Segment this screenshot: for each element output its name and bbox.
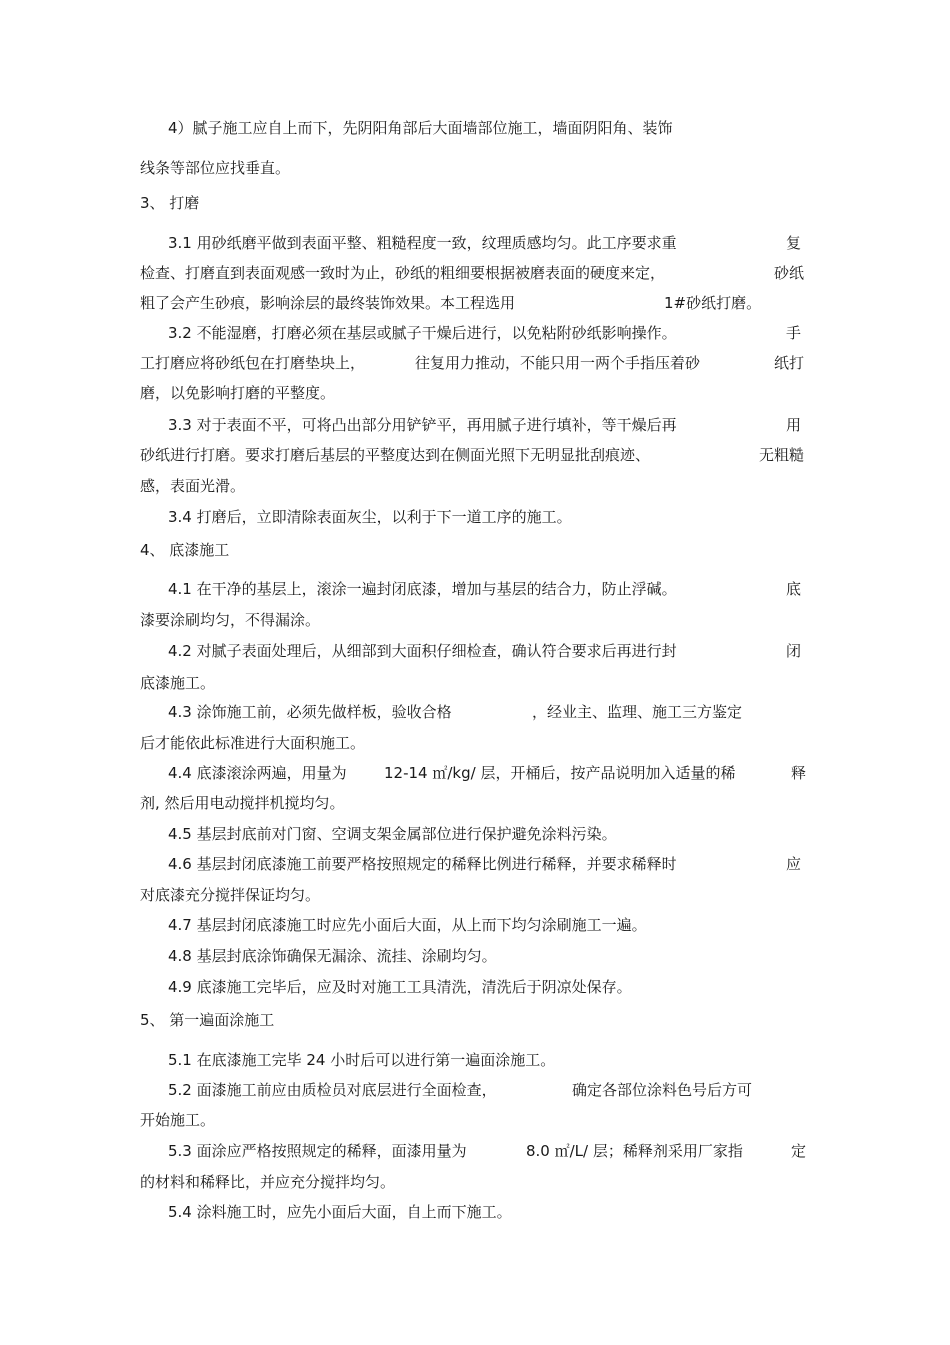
paragraph-4-4-line2: 剂, 然后用电动搅拌机搅均匀。 — [140, 794, 345, 812]
text-segment: 应 — [785, 855, 801, 873]
section-heading-5: 5、 第一遍面涂施工 — [140, 1011, 275, 1029]
text-segment: 3.1 用砂纸磨平做到表面平整、粗糙程度一致，纹理质感均匀。此工序要求重 — [168, 234, 677, 252]
text-segment: 复 — [785, 234, 801, 252]
text-segment: 往复用力推动，不能只用一两个手指压着砂 — [415, 354, 701, 372]
paragraph-3-2-line3: 磨，以免影响打磨的平整度。 — [140, 384, 336, 402]
text-segment: 定 — [790, 1142, 806, 1160]
text-segment: 3.3 对于表面不平，可将凸出部分用铲铲平，再用腻子进行填补，等干燥后再 — [168, 416, 677, 434]
text-segment: 8.0 ㎡/L/ 层；稀释剂采用厂家指 — [526, 1142, 743, 1160]
paragraph-4-1-line1 — [168, 579, 801, 599]
text-segment: ，经业主、监理、施工三方鉴定 — [532, 703, 743, 721]
paragraph-5-1: 5.1 在底漆施工完毕 24 小时后可以进行第一遍面涂施工。 — [168, 1051, 556, 1069]
paragraph-3-4: 3.4 打磨后，立即清除表面灰尘，以利于下一道工序的施工。 — [168, 508, 572, 526]
section-heading-4: 4、 底漆施工 — [140, 541, 230, 559]
text-segment: 5.3 面涂应严格按照规定的稀释，面漆用量为 — [168, 1142, 467, 1160]
text-segment: 底 — [785, 580, 801, 598]
text-segment: 砂纸 — [773, 264, 804, 282]
text-segment: 4.4 底漆滚涂两遍，用量为 — [168, 764, 347, 782]
paragraph-4-6-line2: 对底漆充分搅拌保证均匀。 — [140, 886, 321, 904]
text-segment: 闭 — [785, 642, 801, 660]
text-segment: 4.3 涂饰施工前，必须先做样板，验收合格 — [168, 703, 452, 721]
paragraph-5-2-line1 — [168, 1080, 774, 1100]
paragraph-3-2-line1 — [168, 323, 801, 343]
text-segment: 用 — [785, 416, 801, 434]
paragraph-5-3-line1 — [168, 1141, 806, 1161]
paragraph-4-2-line1 — [168, 641, 801, 661]
text-segment: 4.2 对腻子表面处理后，从细部到大面积仔细检查，确认符合要求后再进行封 — [168, 642, 677, 660]
text-segment: 4.1 在干净的基层上，滚涂一遍封闭底漆，增加与基层的结合力，防止浮碱。 — [168, 580, 677, 598]
paragraph-4-4-line1 — [168, 763, 806, 783]
paragraph-4-3-line1 — [168, 702, 768, 722]
paragraph-3-1-line2 — [140, 263, 804, 283]
text-segment: 粗了会产生砂痕，影响涂层的最终装饰效果。本工程选用 — [140, 294, 516, 312]
text-segment: 1#砂纸打磨。 — [664, 294, 762, 312]
text-segment: 无粗糙 — [758, 446, 804, 464]
text-segment: 砂纸进行打磨。要求打磨后基层的平整度达到在侧面光照下无明显批刮痕迹、 — [140, 446, 651, 464]
paragraph-3-3-line3: 感，表面光滑。 — [140, 477, 246, 495]
paragraph-4-8: 4.8 基层封底涂饰确保无漏涂、流挂、涂刷均匀。 — [168, 947, 497, 965]
paragraph-4-1-line2: 漆要涂刷均匀，不得漏涂。 — [140, 611, 321, 629]
paragraph-4-6-line1 — [168, 854, 801, 874]
text-segment: 工打磨应将砂纸包在打磨垫块上， — [140, 354, 366, 372]
paragraph-3-3-line2 — [140, 445, 804, 465]
paragraph-3-2-line2 — [140, 353, 804, 373]
text-segment: 纸打 — [773, 354, 804, 372]
paragraph-4-7: 4.7 基层封闭底漆施工时应先小面后大面，从上而下均匀涂刷施工一遍。 — [168, 916, 647, 934]
paragraph-putty-4-line2: 线条等部位应找垂直。 — [140, 159, 291, 177]
text-segment: 4.6 基层封闭底漆施工前要严格按照规定的稀释比例进行稀释，并要求稀释时 — [168, 855, 677, 873]
paragraph-3-1-line1 — [168, 233, 801, 253]
paragraph-4-2-line2: 底漆施工。 — [140, 674, 216, 692]
paragraph-3-1-line3 — [140, 293, 760, 313]
text-segment: 12-14 ㎡/kg/ 层，开桶后，按产品说明加入适量的稀 — [384, 764, 736, 782]
text-segment: 手 — [785, 324, 801, 342]
paragraph-4-9: 4.9 底漆施工完毕后，应及时对施工工具清洗，清洗后于阴凉处保存。 — [168, 978, 632, 996]
text-segment: 3.2 不能湿磨，打磨必须在基层或腻子干燥后进行，以免粘附砂纸影响操作。 — [168, 324, 677, 342]
section-heading-3: 3、 打磨 — [140, 194, 200, 212]
text-segment: 释 — [790, 764, 806, 782]
paragraph-5-4: 5.4 涂料施工时，应先小面后大面，自上而下施工。 — [168, 1203, 512, 1221]
text-segment: 5.2 面漆施工前应由质检员对底层进行全面检查， — [168, 1081, 497, 1099]
paragraph-4-5: 4.5 基层封底前对门窗、空调支架金属部位进行保护避免涂料污染。 — [168, 825, 617, 843]
text-segment: 检查、打磨直到表面观感一致时为止，砂纸的粗细要根据被磨表面的硬度来定， — [140, 264, 666, 282]
paragraph-3-3-line1 — [168, 415, 801, 435]
paragraph-putty-4-line1: 4）腻子施工应自上而下，先阴阳角部后大面墙部位施工，墙面阴阳角、装饰 — [168, 119, 673, 137]
paragraph-5-3-line2: 的材料和稀释比，并应充分搅拌均匀。 — [140, 1173, 396, 1191]
paragraph-5-2-line2: 开始施工。 — [140, 1111, 216, 1129]
text-segment: 确定各部位涂料色号后方可 — [572, 1081, 753, 1099]
paragraph-4-3-line2: 后才能依此标准进行大面积施工。 — [140, 734, 366, 752]
